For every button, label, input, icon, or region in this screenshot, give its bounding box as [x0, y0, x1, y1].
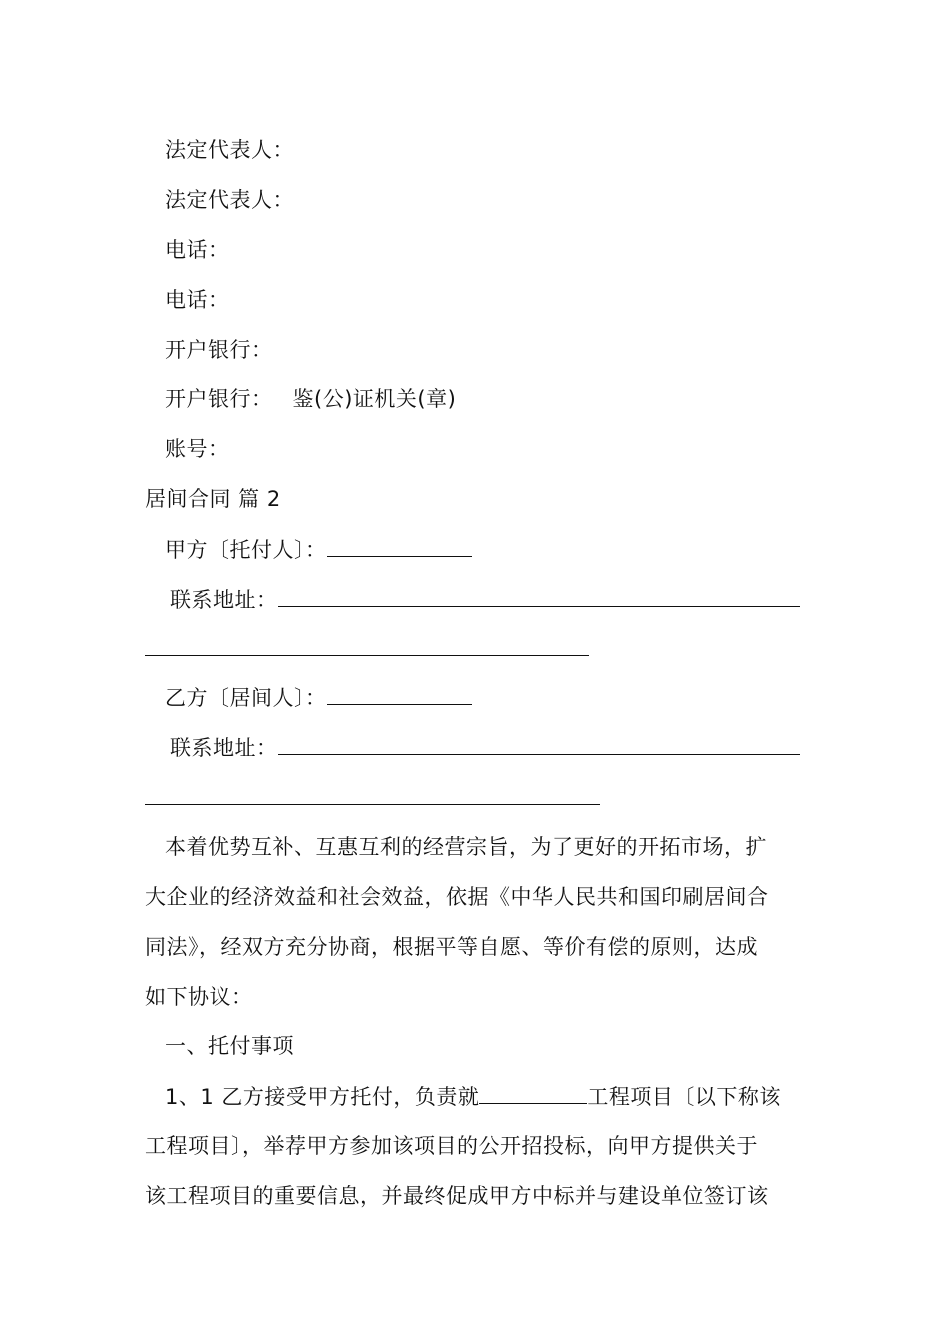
clause-1-1-suffix: 工程项目〔以下称该 [587, 1085, 781, 1109]
party-a-label: 甲方〔托付人〕： [165, 538, 327, 562]
party-b-address-blank [278, 732, 800, 755]
party-b-label: 乙方〔居间人〕： [165, 686, 327, 710]
party-b-address-row [170, 732, 800, 763]
project-name-blank [479, 1081, 587, 1104]
section-1-title: 一、托付事项 [165, 1034, 294, 1058]
phone-label-b: 电话： [165, 288, 230, 312]
intro-line-1: 本着优势互补、互惠互利的经营宗旨，为了更好的开拓市场，扩 [165, 835, 767, 859]
bank-row-b [165, 384, 456, 414]
party-b-blank [327, 682, 472, 705]
clause-1-1-line-2: 工程项目〕，举荐甲方参加该项目的公开招投标，向甲方提供关于 [145, 1134, 758, 1158]
intro-line-3: 同法》，经双方充分协商，根据平等自愿、等价有偿的原则，达成 [145, 935, 758, 959]
party-b-address-blank-cont [145, 804, 600, 805]
legal-rep-label-b: 法定代表人： [165, 188, 294, 212]
clause-1-1-line-1 [165, 1081, 781, 1112]
party-a-address-row [170, 584, 800, 615]
clause-1-1-line-3: 该工程项目的重要信息，并最终促成甲方中标并与建设单位签订该 [145, 1184, 769, 1208]
party-b-row [165, 682, 472, 713]
party-a-row [165, 534, 472, 565]
party-a-blank [327, 534, 472, 557]
party-a-address-blank [278, 584, 800, 607]
party-a-address-blank-cont [145, 655, 589, 656]
intro-line-2: 大企业的经济效益和社会效益，依据《中华人民共和国印刷居间合 [145, 885, 769, 909]
account-label: 账号： [165, 437, 230, 461]
phone-label-a: 电话： [165, 238, 230, 262]
intro-line-4: 如下协议： [145, 985, 253, 1009]
party-b-address-label: 联系地址： [170, 736, 278, 760]
bank-label-a: 开户银行： [165, 338, 273, 362]
bank-label-b: 开户银行： [165, 387, 273, 411]
clause-1-1-prefix: 1、1 乙方接受甲方托付，负责就 [165, 1085, 480, 1109]
notary-label: 鉴(公)证机关(章) [292, 387, 457, 411]
legal-rep-label-a: 法定代表人： [165, 138, 294, 162]
section-heading: 居间合同 篇 2 [145, 487, 281, 511]
party-a-address-label: 联系地址： [170, 588, 278, 612]
